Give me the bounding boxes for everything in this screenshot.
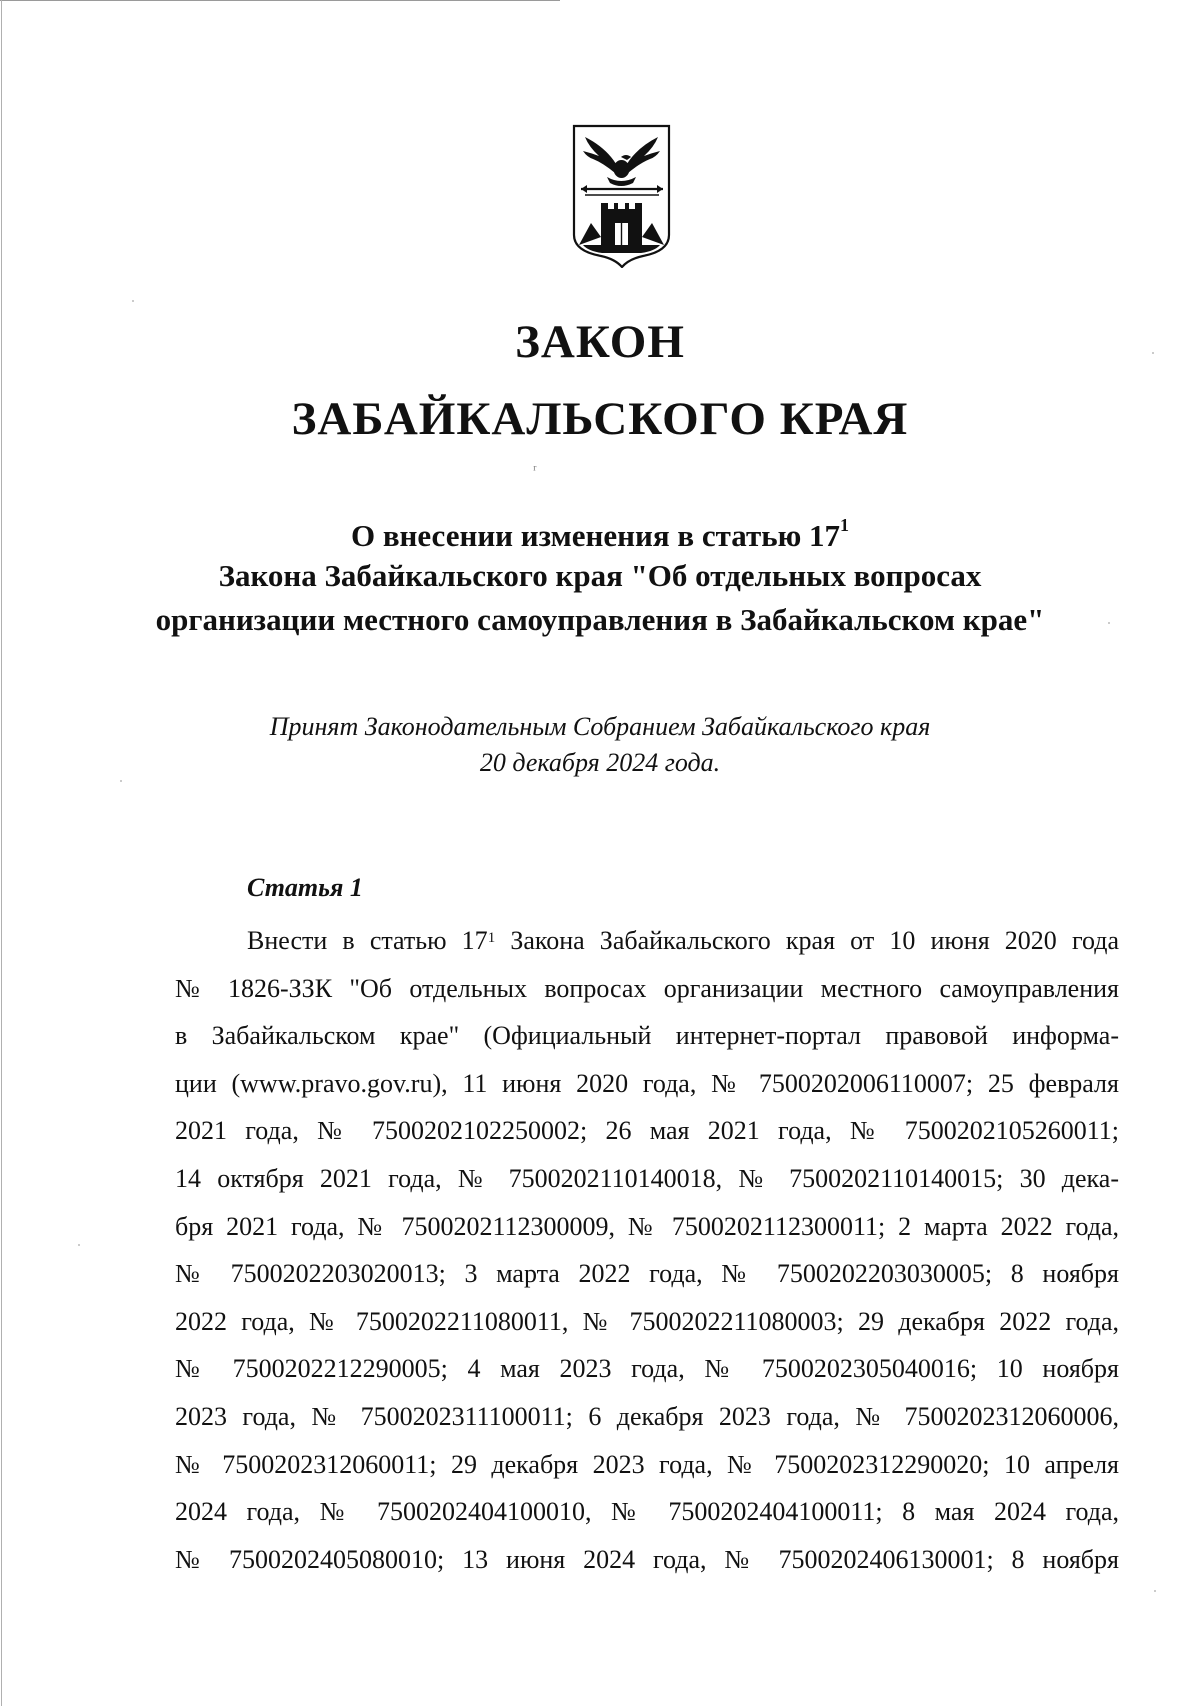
law-subtitle-line-2: Закона Забайкальского края "Об отдельных вопросах [218, 558, 982, 593]
body-line [175, 917, 1119, 965]
law-subtitle-line-1 [0, 515, 1200, 553]
body-line: № 7500202203020013; 3 марта 2022 года, № 7500202203030005; 8 ноября [175, 1259, 1119, 1289]
body-line: 2023 года, № 7500202311100011; 6 декабря 2023 года, № 7500202312060006, [175, 1401, 1119, 1431]
body-line: № 1826-ЗЗК "Об отдельных вопросах организации местного самоуправления [175, 973, 1119, 1003]
body-line: 2022 года, № 7500202211080011, № 7500202211080003; 29 декабря 2022 года, [175, 1306, 1119, 1336]
scan-speck [1108, 622, 1110, 624]
body-line: бря 2021 года, № 7500202112300009, № 7500202112300011; 2 марта 2022 года, [175, 1211, 1119, 1241]
body-line: в Забайкальском крае" (Официальный интернет-портал правовой информа- [175, 1021, 1119, 1051]
article-body [175, 917, 1119, 1583]
adopted-by-line: Принят Законодательным Собранием Забайкальского края [269, 712, 931, 741]
scan-speck [78, 1244, 80, 1246]
scan-speck [132, 300, 134, 302]
body-line-1-superscript: 1 [487, 930, 496, 946]
body-line: 2021 года, № 7500202102250002; 26 мая 2021 года, № 7500202105260011; [175, 1116, 1119, 1146]
law-subtitle-superscript: 1 [840, 515, 850, 535]
law-title-line-2: ЗАБАЙКАЛЬСКОГО КРАЯ [291, 393, 909, 445]
body-line: № 7500202405080010; 13 июня 2024 года, № 7500202406130001; 8 ноября [175, 1544, 1119, 1574]
body-line: № 7500202212290005; 4 мая 2023 года, № 7500202305040016; 10 ноября [175, 1354, 1119, 1384]
scan-edge-left [1, 0, 2, 1706]
scan-edge-top [0, 0, 560, 1]
zabaikalsky-krai-coat-of-arms-icon [571, 123, 672, 268]
scan-speck [120, 780, 122, 782]
scan-speck [1152, 352, 1154, 354]
scan-speck [1154, 1590, 1156, 1592]
adopted-date-line: 20 декабря 2024 года. [479, 748, 721, 777]
body-line-1-end: Закона Забайкальского края от 10 июня 2020 года [495, 926, 1119, 955]
body-line-1-start: Внести в статью 17 [247, 926, 488, 955]
body-line: ции (www.pravo.gov.ru), 11 июня 2020 года, № 7500202006110007; 25 февраля [175, 1068, 1119, 1098]
law-subtitle-line-3: организации местного самоуправления в Забайкальском крае" [155, 602, 1045, 637]
law-subtitle-line-1-text: О внесении изменения в статью 17 [350, 518, 841, 553]
body-line: № 7500202312060011; 29 декабря 2023 года, № 7500202312290020; 10 апреля [175, 1449, 1119, 1479]
law-title-line-1: ЗАКОН [515, 316, 685, 368]
article-heading: Статья 1 [247, 873, 363, 902]
scan-mark-icon: ʳ [533, 462, 537, 479]
body-line: 2024 года, № 7500202404100010, № 7500202404100011; 8 мая 2024 года, [175, 1497, 1119, 1527]
body-line: 14 октября 2021 года, № 7500202110140018, № 7500202110140015; 30 дека- [175, 1163, 1119, 1193]
